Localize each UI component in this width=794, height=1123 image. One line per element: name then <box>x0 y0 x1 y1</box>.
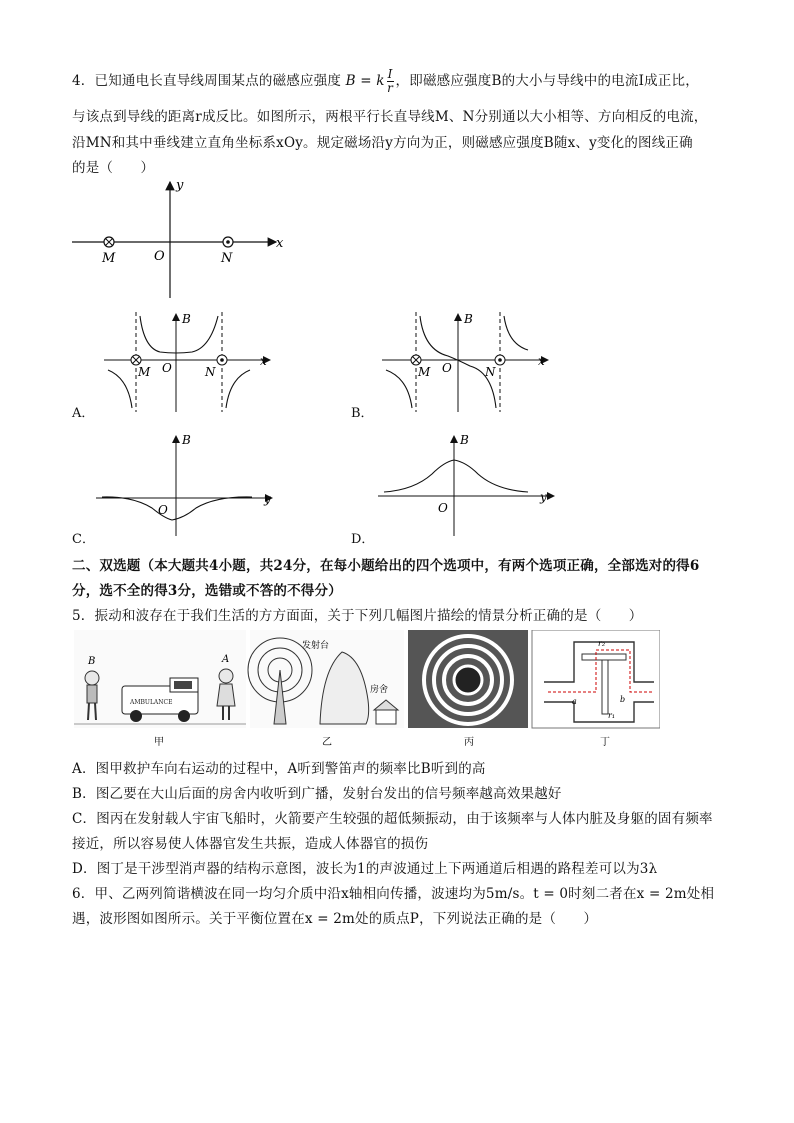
q5-option-c-line2[interactable]: 接近，所以容易使人体器官发生共振，造成人体器官的损伤 <box>72 836 429 852</box>
svg-text:B: B <box>464 312 473 326</box>
picture-ding <box>532 630 660 748</box>
formula: B = k <box>345 73 385 89</box>
svg-text:房舍: 房舍 <box>370 685 389 695</box>
svg-text:N: N <box>485 365 496 379</box>
svg-text:甲: 甲 <box>154 737 164 748</box>
svg-text:B: B <box>182 312 191 326</box>
option-a-graph[interactable] <box>100 308 280 413</box>
svg-text:y: y <box>540 490 547 504</box>
q5-stem: 5．振动和波存在于我们生活的方方面面，关于下列几幅图片描绘的情景分析正确的是（ ） <box>72 608 643 624</box>
svg-text:M: M <box>138 365 151 379</box>
x-axis-label: x <box>276 236 284 251</box>
svg-text:r₁: r₁ <box>608 711 616 720</box>
svg-text:N: N <box>205 365 216 379</box>
svg-text:O: O <box>162 361 172 375</box>
svg-text:M: M <box>418 365 431 379</box>
svg-text:AMBULANCE: AMBULANCE <box>130 699 173 706</box>
svg-text:丙: 丙 <box>464 737 474 748</box>
svg-text:r₂: r₂ <box>598 639 606 648</box>
svg-text:x: x <box>538 354 545 368</box>
q4-line2: 与该点到导线的距离r成反比。如图所示，两根平行长直导线M、N分别通以大小相等、方向相反的电流， <box>72 109 708 125</box>
svg-text:x: x <box>260 354 267 368</box>
origin-label: O <box>154 249 165 264</box>
q4-coordinate-figure <box>66 174 296 299</box>
svg-text:乙: 乙 <box>322 737 332 748</box>
svg-text:发射台: 发射台 <box>302 641 330 651</box>
option-b-label[interactable]: B． <box>351 406 374 421</box>
q4-line4: 的是（ ） <box>72 160 155 176</box>
q5-option-a[interactable]: A．图甲救护车向右运动的过程中，A听到警笛声的频率比B听到的高 <box>72 761 486 777</box>
svg-text:丁: 丁 <box>600 737 610 748</box>
svg-text:B: B <box>460 433 469 447</box>
picture-bing <box>408 630 528 748</box>
svg-text:y: y <box>264 492 271 506</box>
svg-text:a: a <box>572 697 577 706</box>
formula-fraction: $\frac{I}{r}$ <box>387 67 394 95</box>
svg-text:O: O <box>438 501 448 515</box>
section2-line1: 二、双选题（本大题共4小题，共24分，在每小题给出的四个选项中，有两个选项正确，全部选对的得6 <box>72 558 700 574</box>
option-d-label[interactable]: D． <box>351 532 375 547</box>
option-c-label[interactable]: C． <box>72 532 95 547</box>
q4-line3: 沿MN和其中垂线建立直角坐标系xOy。规定磁场沿y方向为正，则磁感应强度B随x、y变化的图线正确 <box>72 135 693 151</box>
svg-text:A: A <box>222 654 230 665</box>
wire-m-icon <box>104 237 114 247</box>
wire-n-icon <box>223 237 233 247</box>
option-b-graph[interactable] <box>378 308 558 413</box>
q5-pictures <box>74 630 660 750</box>
svg-text:O: O <box>442 361 452 375</box>
svg-text:b: b <box>620 695 626 704</box>
q6-line2: 遇，波形图如图所示。关于平衡位置在x = 2m处的质点P，下列说法正确的是（ ） <box>72 911 598 927</box>
q4-line1: 4．已知通电长直导线周围某点的磁感应强度 B = k $\frac{I}{r}$ ，即磁感应强度B的大小与导线中的电流I成正比， <box>72 67 699 95</box>
picture-jia <box>74 630 246 748</box>
q5-option-d[interactable]: D．图丁是干涉型消声器的结构示意图，波长为1的声波通过上下两通道后相遇的路程差可以为3λ <box>72 861 658 877</box>
picture-yi <box>248 630 404 748</box>
option-c-graph[interactable] <box>92 428 282 538</box>
svg-text:O: O <box>158 503 168 517</box>
y-axis-label: y <box>176 178 184 193</box>
n-label: N <box>221 251 233 266</box>
q5-option-c-line1[interactable]: C．图丙在发射载人宇宙飞船时，火箭要产生较强的超低频振动，由于该频率与人体内脏及身躯的固有频率 <box>72 811 713 827</box>
m-label: M <box>102 251 116 266</box>
svg-text:B: B <box>88 656 96 667</box>
q6-line1: 6．甲、乙两列简谐横波在同一均匀介质中沿x轴相向传播，波速均为5m/s。t = 0时刻二者在x = 2m处相 <box>72 886 715 902</box>
option-a-label[interactable]: A． <box>72 406 95 421</box>
section2-line2: 分，选不全的得3分，选错或不答的不得分） <box>72 583 342 599</box>
svg-text:B: B <box>182 433 191 447</box>
q5-option-b[interactable]: B．图乙要在大山后面的房舍内收听到广播，发射台发出的信号频率越高效果越好 <box>72 786 562 802</box>
option-d-graph[interactable] <box>374 428 564 538</box>
